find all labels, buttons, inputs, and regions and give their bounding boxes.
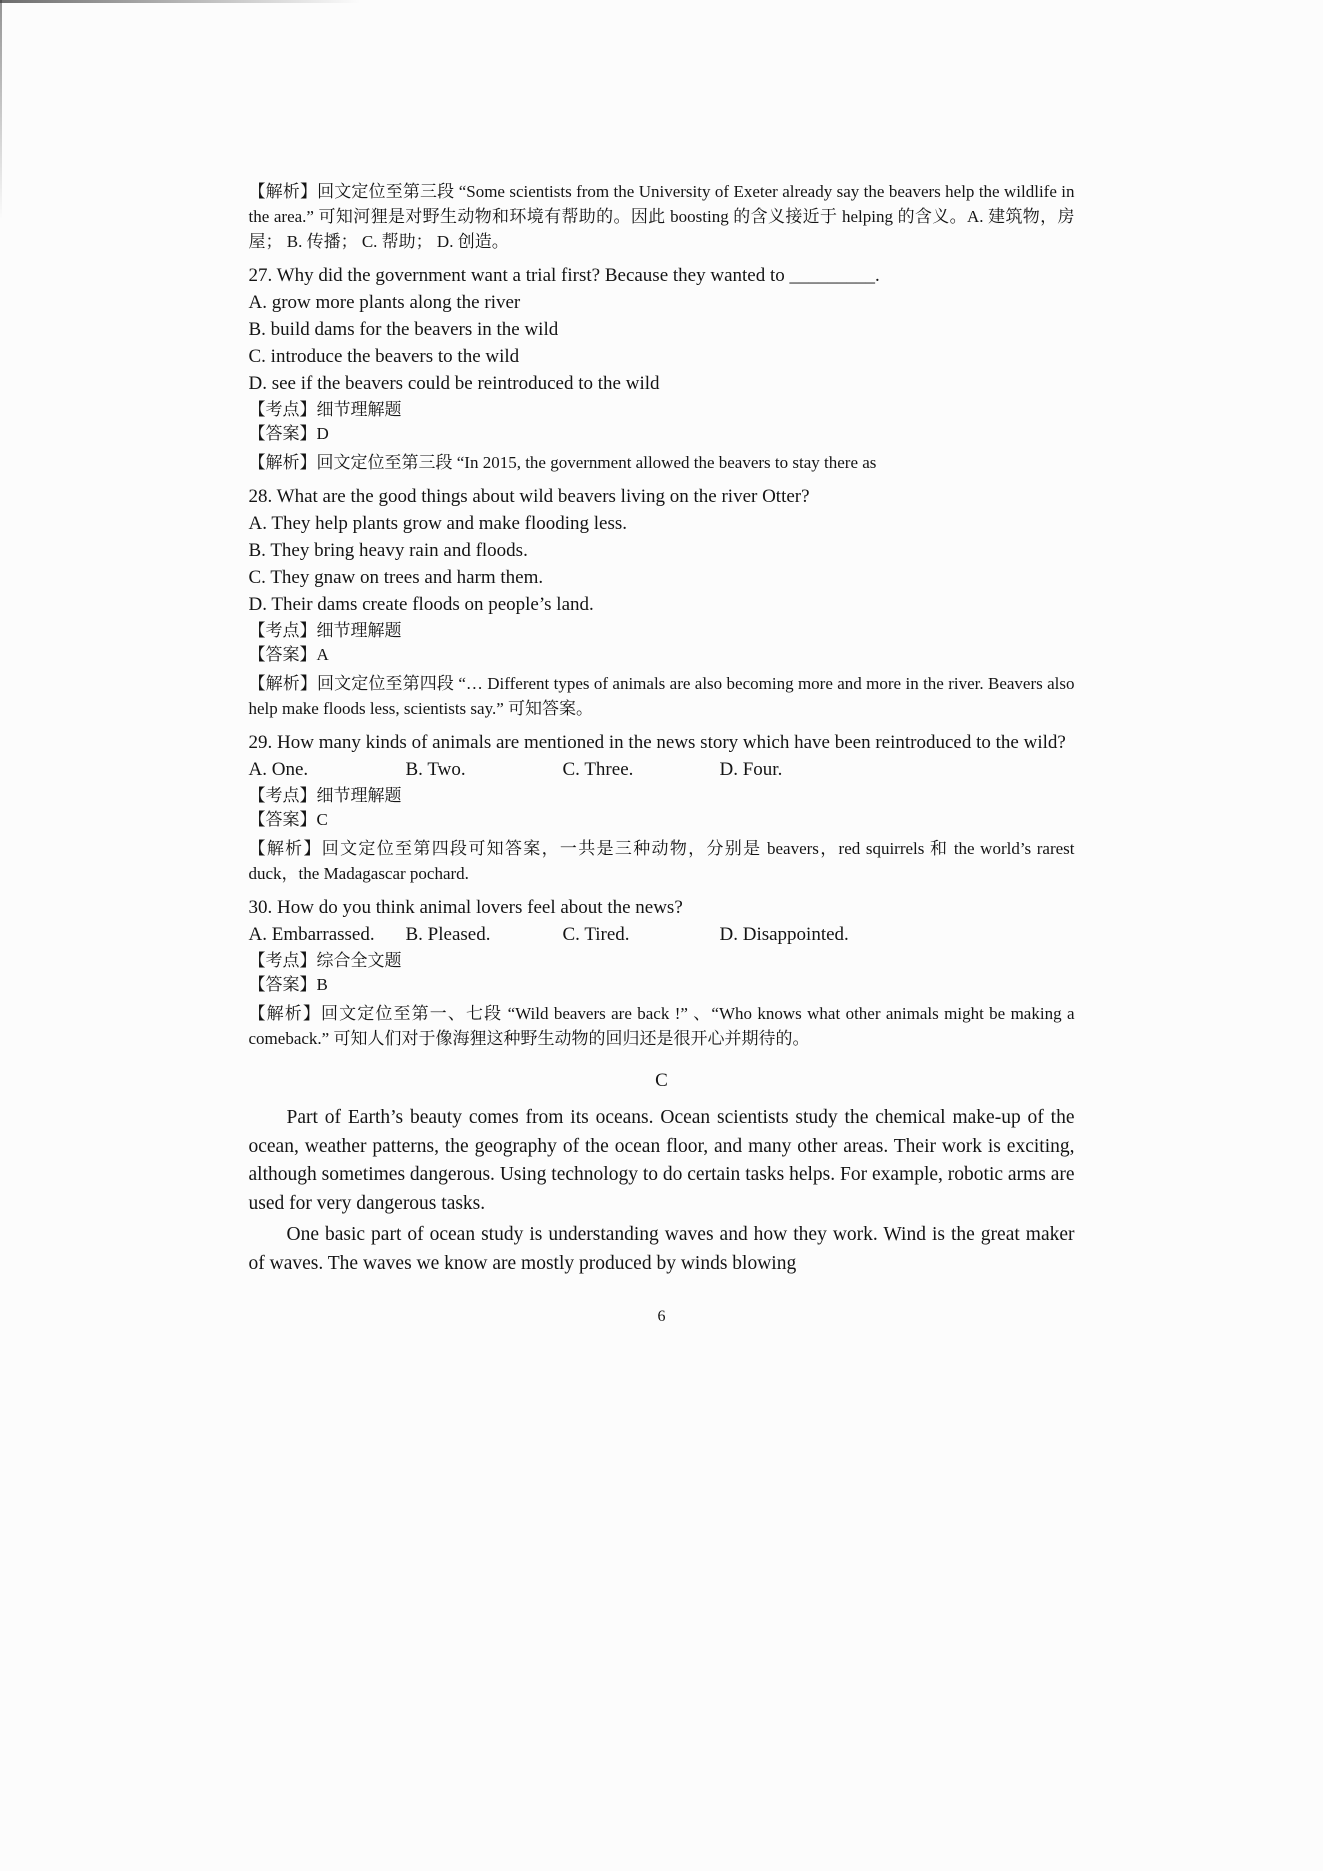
section-c-label: C [655,1070,668,1091]
question-29-option-b: B. Two. [405,759,466,780]
question-27: 27. Why did the government want a trial first? Because they wanted to _________. [248,265,880,286]
question-29-analysis: 【解析】回文定位至第四段可知答案，一共是三种动物，分别是 beavers，red squirrels 和 the world’s rarest duck，the Madagascar pochard. [248,839,1075,883]
question-29: 29. How many kinds of animals are mentioned in the news story which have been reintroduced to the wild? [248,732,1066,753]
question-27-option-d: D. see if the beavers could be reintroduced to the wild [248,373,660,394]
scan-artifact-left [0,0,2,220]
question-27-analysis: 【解析】回文定位至第三段 “In 2015, the government allowed the beavers to stay there as [248,453,877,472]
page-content [249,0,1075,1326]
question-28: 28. What are the good things about wild beavers living on the river Otter? [248,486,810,507]
question-28-answer: 【答案】A [248,645,329,664]
question-27-option-b: B. build dams for the beavers in the wild [248,319,559,340]
question-28-option-c: C. They gnaw on trees and harm them. [248,567,544,588]
question-28-option-a: A. They help plants grow and make flooding less. [248,513,628,534]
question-29-answer: 【答案】C [248,810,328,829]
question-30-point: 【考点】综合全文题 [248,951,402,970]
question-30-option-c: C. Tired. [562,924,630,945]
question-28-option-b: B. They bring heavy rain and floods. [248,540,528,561]
question-30-answer: 【答案】B [248,975,328,994]
question-29-point: 【考点】细节理解题 [248,786,402,805]
question-30-analysis: 【解析】回文定位至第一、七段 “Wild beavers are back !” 、“Who knows what other animals might be making a comeback.” 可知人们对于像海狸这种野生动物的回归还是很开心并期待的。 [248,1004,1075,1048]
question-29-option-a: A. One. [248,759,309,780]
question-27-answer: 【答案】D [248,424,329,443]
question-29-options-row [249,756,1075,783]
analysis-paragraph-q26: 【解析】回文定位至第三段 “Some scientists from the University of Exeter already say the beavers help the wildlife in the area.” 可知河狸是对野生动物和环境有帮助的。因此 boosting 的含义接近于 helping 的含义。A. 建筑物，房屋； B. 传播； C. 帮助； D. 创造。 [248,182,1075,251]
question-28-option-d: D. Their dams create floods on people’s land. [248,594,594,615]
question-27-point: 【考点】细节理解题 [248,400,402,419]
question-30-options-row [249,921,1075,948]
question-28-analysis: 【解析】回文定位至第四段 “… Different types of animals are also becoming more and more in the river. Beavers also help make floods less, scientists say.” 可知答案。 [248,674,1075,718]
question-30-option-d: D. Disappointed. [719,924,849,945]
question-30: 30. How do you think animal lovers feel about the news? [248,897,683,918]
question-29-option-d: D. Four. [719,759,783,780]
question-29-option-c: C. Three. [562,759,634,780]
passage-paragraph-1: Part of Earth’s beauty comes from its oceans. Ocean scientists study the chemical make-up of the ocean, weather patterns, the geography of the ocean floor, and many other areas. Their work is exciting, although sometimes dangerous. Using technology to do certain tasks helps. For example, robotic arms are used for very dangerous tasks. [248,1107,1075,1214]
question-30-option-b: B. Pleased. [405,924,491,945]
question-30-option-a: A. Embarrassed. [248,924,375,945]
passage-paragraph-2: One basic part of ocean study is understanding waves and how they work. Wind is the great maker of waves. The waves we know are mostly produced by winds blowing [248,1224,1075,1274]
question-27-option-c: C. introduce the beavers to the wild [248,346,520,367]
page-number: 6 [657,1308,666,1325]
scan-artifact-top [0,0,360,3]
question-28-point: 【考点】细节理解题 [248,621,402,640]
question-27-option-a: A. grow more plants along the river [248,292,521,313]
